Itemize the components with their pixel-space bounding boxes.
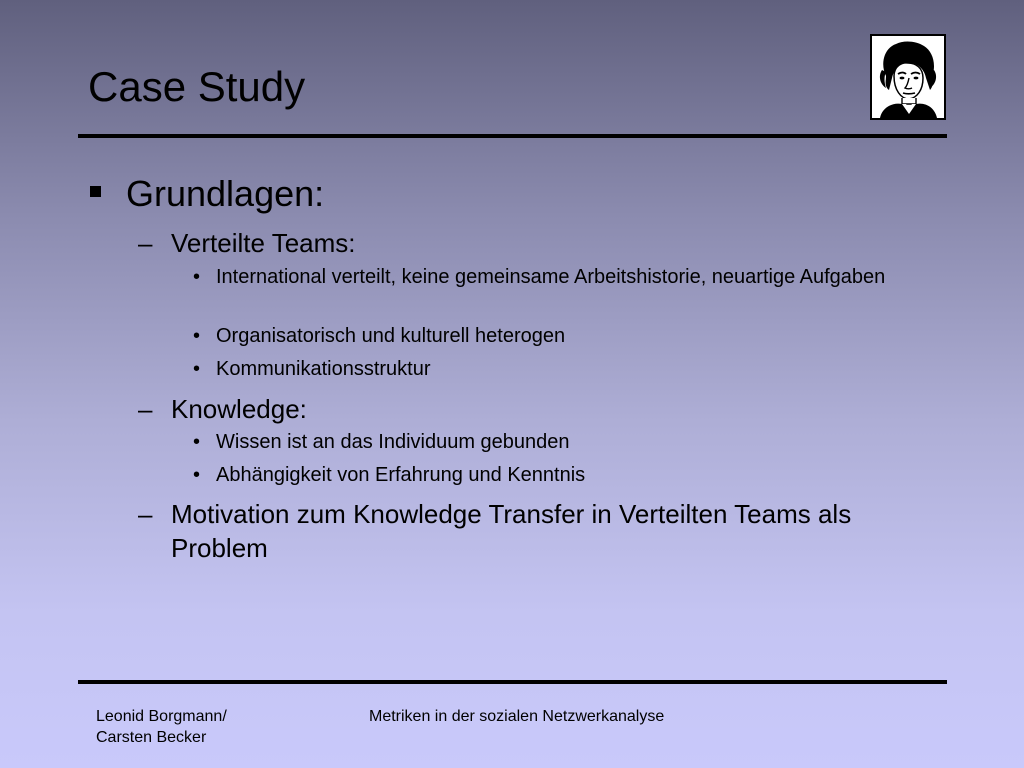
square-bullet-icon [90, 186, 101, 197]
list-item: Abhängigkeit von Erfahrung und Kenntnis [216, 464, 586, 486]
title-divider [78, 134, 947, 138]
dot-marker: • [193, 358, 201, 380]
list-item: International verteilt, keine gemeinsame Arbeitshistorie, neuartige Aufgaben [216, 266, 886, 288]
dot-marker: • [193, 431, 201, 453]
sub-bullet-knowledge: Knowledge: [171, 394, 307, 424]
dash-marker: – [138, 228, 153, 258]
footer-divider [78, 680, 947, 684]
portrait-logo-icon [870, 34, 946, 120]
footer-author-line: Carsten Becker [96, 729, 207, 746]
dot-marker: • [193, 325, 201, 347]
list-item: Organisatorisch und kulturell heterogen [216, 325, 566, 347]
dot-marker: • [193, 266, 201, 288]
bullet-grundlagen: Grundlagen: [126, 173, 325, 214]
list-item: Kommunikationsstruktur [216, 358, 431, 380]
list-item: Wissen ist an das Individuum gebunden [216, 431, 570, 453]
footer-topic: Metriken in der sozialen Netzwerkanalyse [369, 708, 665, 725]
dash-marker: – [138, 499, 153, 529]
sub-bullet-motivation: Motivation zum Knowledge Transfer in Verteilten Teams als Problem [171, 499, 852, 563]
slide-title: Case Study [88, 63, 306, 110]
dash-marker: – [138, 394, 153, 424]
footer-author-line: Leonid Borgmann/ [96, 708, 227, 725]
sub-bullet-verteilte-teams: Verteilte Teams: [171, 228, 356, 258]
footer-authors [96, 706, 316, 748]
dot-marker: • [193, 464, 201, 486]
